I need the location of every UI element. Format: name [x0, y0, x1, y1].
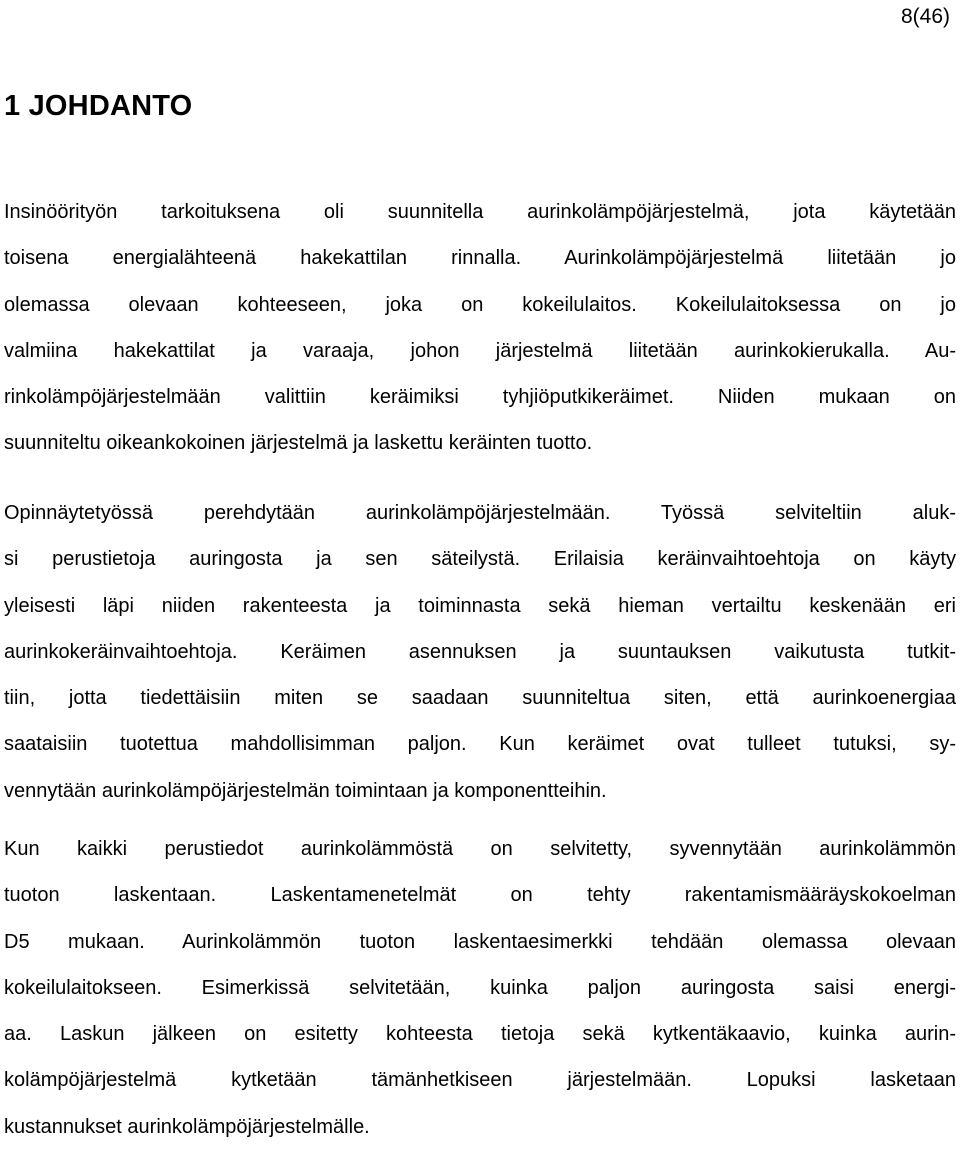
paragraph-calculation [4, 826, 956, 1150]
text-line: aurinkokeräinvaihtoehtoja. Keräimen asennuksen ja suuntauksen vaikutusta tutkit- [4, 640, 956, 663]
text-line: aa. Laskun jälkeen on esitetty kohteesta tietoja sekä kytkentäkaavio, kuinka aurin- [4, 1023, 956, 1046]
text-line: valmiina hakekattilat ja varaaja, johon järjestelmä liitetään aurinkokierukalla. Au- [4, 339, 956, 362]
text-line: Kun kaikki perustiedot aurinkolämmöstä on selvitetty, syvennytään aurinkolämmön [4, 838, 956, 860]
text-line: suunniteltu oikeankokoinen järjestelmä ja laskettu keräinten tuotto. [4, 432, 593, 455]
text-line: rinkolämpöjärjestelmään valittiin keräimiksi tyhjiöputkikeräimet. Niiden mukaan on [4, 386, 956, 409]
paragraph-thesis-scope [4, 490, 956, 814]
text-line: Insinöörityön tarkoituksena oli suunnitella aurinkolämpöjärjestelmä, jota käytetään [4, 201, 956, 223]
chapter-heading: 1 JOHDANTO [4, 90, 193, 122]
text-line: D5 mukaan. Aurinkolämmön tuoton laskentaesimerkki tehdään olemassa olevaan [4, 930, 956, 953]
text-line: kokeilulaitokseen. Esimerkissä selvitetään, kuinka paljon auringosta saisi energi- [4, 976, 956, 999]
text-line: tiin, jotta tiedettäisiin miten se saadaan suunniteltua siten, että aurinkoenergiaa [4, 687, 956, 710]
text-line: tuoton laskentaan. Laskentamenetelmät on tehty rakentamismääräyskokoelman [4, 884, 956, 907]
text-line: Opinnäytetyössä perehdytään aurinkolämpöjärjestelmään. Työssä selviteltiin aluk- [4, 502, 956, 524]
text-line: olemassa olevaan kohteeseen, joka on kokeilulaitos. Kokeilulaitoksessa on jo [4, 293, 956, 316]
text-line: kolämpöjärjestelmä kytketään tämänhetkiseen järjestelmään. Lopuksi lasketaan [4, 1069, 956, 1092]
paragraph-introduction [4, 189, 956, 467]
page-number: 8(46) [900, 5, 950, 28]
text-line: kustannukset aurinkolämpöjärjestelmälle. [4, 1115, 370, 1138]
text-line: saataisiin tuotettua mahdollisimman paljon. Kun keräimet ovat tulleet tutuksi, sy- [4, 733, 956, 756]
text-line: si perustietoja auringosta ja sen säteilystä. Erilaisia keräinvaihtoehtoja on käyty [4, 548, 956, 571]
text-line: yleisesti läpi niiden rakenteesta ja toiminnasta sekä hieman vertailtu keskenään eri [4, 594, 956, 617]
text-line: toisena energialähteenä hakekattilan rinnalla. Aurinkolämpöjärjestelmä liitetään jo [4, 247, 956, 270]
text-line: vennytään aurinkolämpöjärjestelmän toimintaan ja komponentteihin. [4, 779, 607, 802]
